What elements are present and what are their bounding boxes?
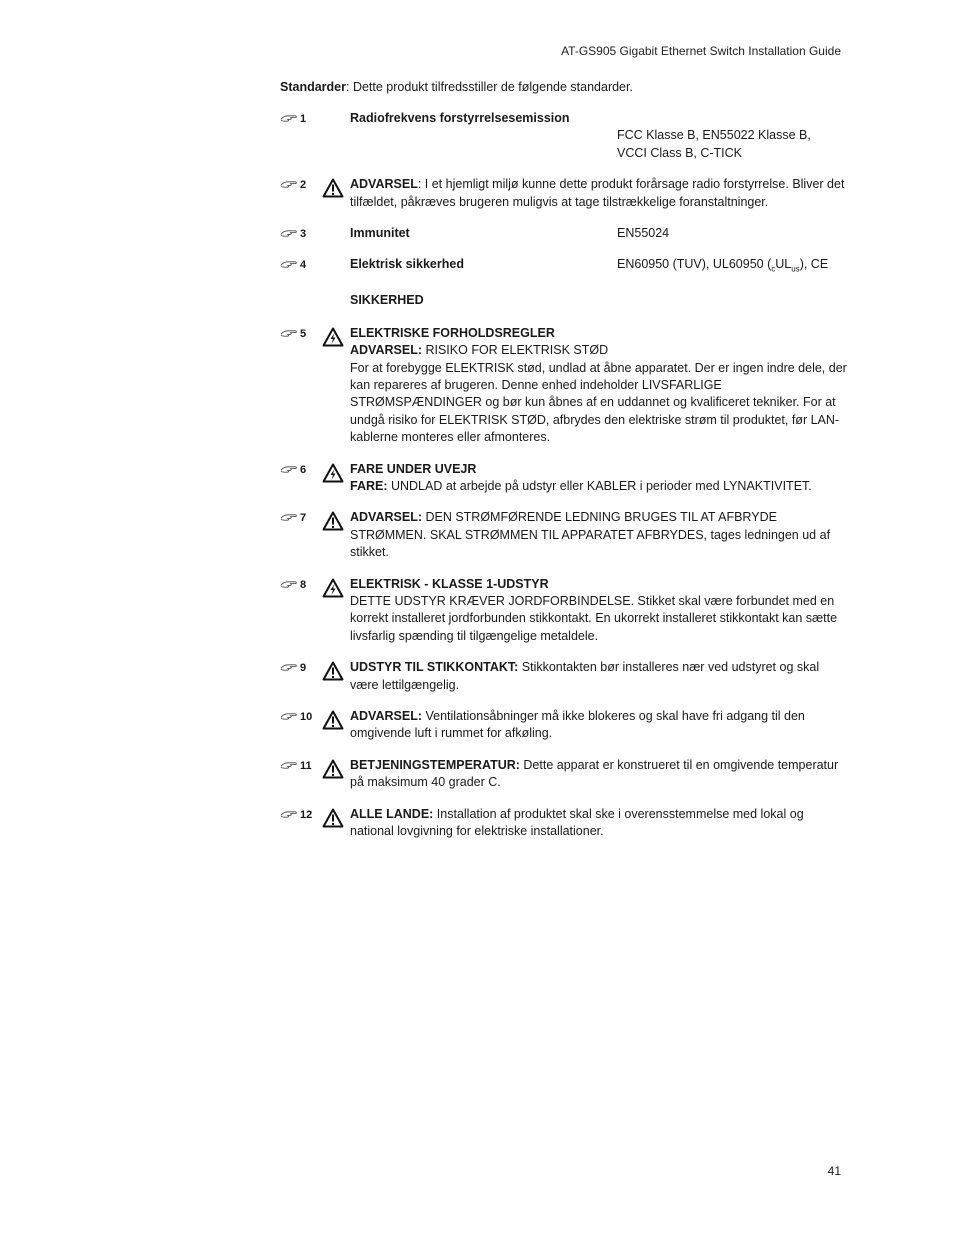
item-title: Immunitet <box>350 226 410 241</box>
item-marker: 1 <box>280 111 320 128</box>
list-item <box>280 110 850 162</box>
item-marker: 5 <box>280 326 320 343</box>
list-item: 2 ADVARSEL: I et hjemligt miljø kunne dette produkt forårsage radio forstyrrelse. Bliver det tilfældet, påkræves brugeren muligvis at tage tilstrækkelige foranstaltninger. <box>280 176 850 211</box>
intro-text: : Dette produkt tilfredsstiller de følgende standarder. <box>346 80 633 94</box>
list-item: 6 FARE UNDER UVEJR FARE: UNDLAD at arbejde på udstyr eller KABLER i perioder med LYNAKTIVITET. <box>280 461 850 496</box>
item-marker: 8 <box>280 577 320 594</box>
running-header: AT-GS905 Gigabit Ethernet Switch Installation Guide <box>561 44 841 58</box>
item-marker: 11 <box>280 758 320 775</box>
pointing-hand-icon <box>280 462 300 479</box>
pointing-hand-icon <box>280 111 300 128</box>
item-title: Radiofrekvens forstyrrelsesemission <box>350 111 570 125</box>
pointing-hand-icon <box>280 326 300 343</box>
list-item: 12 ALLE LANDE: Installation af produktet skal ske i overensstemmelse med lokal og national lovgivning for elektriske installationer. <box>280 806 850 841</box>
list-item: 10 ADVARSEL: Ventilationsåbninger må ikke blokeres og skal have fri adgang til den omgivende luft i rummet for afkøling. <box>280 708 850 743</box>
warning-icon <box>322 759 344 779</box>
standards-intro <box>280 80 850 94</box>
item-marker: 6 <box>280 462 320 479</box>
standards-list <box>280 110 850 841</box>
list-item <box>280 225 850 242</box>
warning-icon <box>322 661 344 681</box>
list-item: 7 ADVARSEL: DEN STRØMFØRENDE LEDNING BRUGES TIL AT AFBRYDE STRØMMEN. SKAL STRØMMEN TIL APPARATET AFBRYDES, tages ledningen ud af stikket. <box>280 509 850 561</box>
pointing-hand-icon <box>280 758 300 775</box>
item-marker: 4 <box>280 257 320 274</box>
pointing-hand-icon <box>280 709 300 726</box>
item-marker: 10 <box>280 709 320 726</box>
warning-icon <box>322 808 344 828</box>
list-item: 8 ELEKTRISK - KLASSE 1-UDSTYR DETTE UDSTYR KRÆVER JORDFORBINDELSE. Stikket skal være forbundet med en korrekt installeret jordforbunden stikkontakt. En ukorrekt installeret stikkontakt kan sætte livsfarlig spænding til tilgængelige metaldele. <box>280 576 850 646</box>
pointing-hand-icon <box>280 577 300 594</box>
pointing-hand-icon <box>280 177 300 194</box>
item-marker: 7 <box>280 510 320 527</box>
pointing-hand-icon <box>280 807 300 824</box>
pointing-hand-icon <box>280 510 300 527</box>
pointing-hand-icon <box>280 257 300 274</box>
list-item: 11 BETJENINGSTEMPERATUR: Dette apparat er konstrueret til en omgivende temperatur på maksimum 40 grader C. <box>280 757 850 792</box>
warning-icon <box>322 511 344 531</box>
section-heading: SIKKERHED <box>350 293 424 308</box>
list-item: 5 ELEKTRISKE FORHOLDSREGLER ADVARSEL: RISIKO FOR ELEKTRISK STØD For at forebygge ELEKTRISK stød, undlad at åbne apparatet. Der er ingen indre dele, der kan repareres af brugeren. Denne enhed indeholder LIVSFARLIGE STRØMSPÆNDINGER og bør kun åbnes af en uddannet og kvalificeret tekniker. For at undgå risiko for ELEKTRISK STØD, afbrydes den elektriske strøm til produktet, før LAN-kablerne monteres eller afmonteres. <box>280 325 850 447</box>
list-item <box>280 256 850 278</box>
pointing-hand-icon <box>280 660 300 677</box>
page-number: 41 <box>827 1164 841 1178</box>
intro-label: Standarder <box>280 80 346 94</box>
item-value: EN60950 (TUV), UL60950 $(_cUL_{us})$, CE <box>617 257 829 274</box>
electric-hazard-icon <box>322 463 344 483</box>
warning-icon <box>322 178 344 198</box>
item-marker: 9 <box>280 660 320 677</box>
warning-icon <box>322 710 344 730</box>
list-item: 9 UDSTYR TIL STIKKONTAKT: Stikkontakten bør installeres nær ved udstyret og skal være lettilgængelig. <box>280 659 850 694</box>
electric-hazard-icon <box>322 327 344 347</box>
item-marker: 3 <box>280 226 320 243</box>
pointing-hand-icon <box>280 226 300 243</box>
item-value: FCC Klasse B, EN55022 Klasse B, VCCI Class B, C-TICK <box>617 128 811 160</box>
item-marker: 2 <box>280 177 320 194</box>
electric-hazard-icon <box>322 578 344 598</box>
item-marker: 12 <box>280 807 320 824</box>
item-value: EN55024 <box>617 226 670 241</box>
item-title: Elektrisk sikkerhed <box>350 257 464 272</box>
